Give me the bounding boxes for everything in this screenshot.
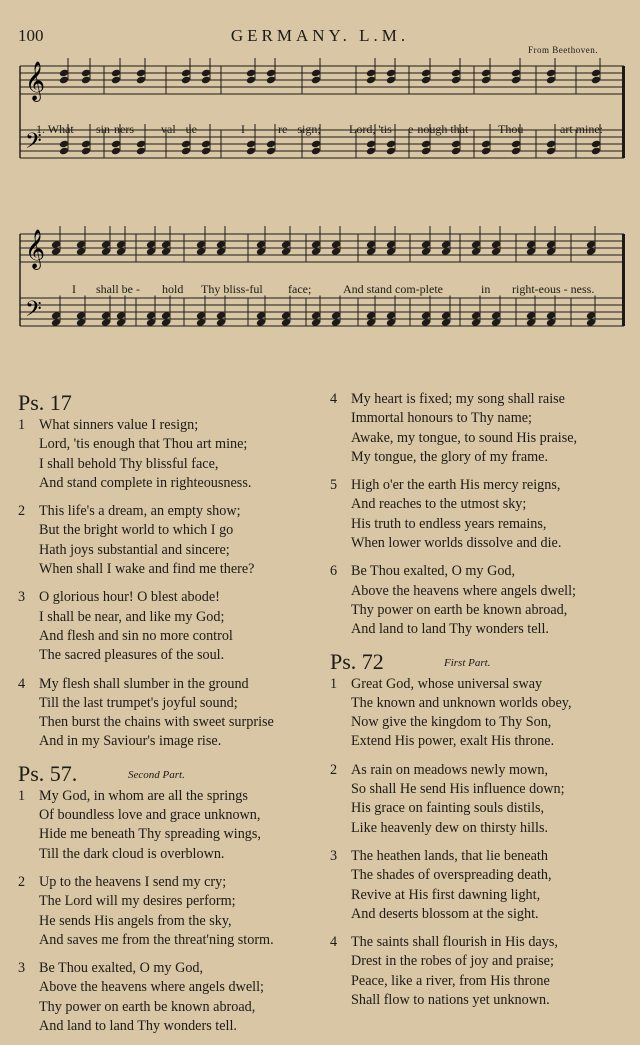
treble-clef-icon: 𝄞 — [25, 61, 46, 101]
stanza — [18, 416, 318, 493]
lyrics-line-2 — [16, 282, 628, 298]
lyric-syllable: Thou — [498, 122, 524, 136]
psalm-heading — [18, 390, 318, 414]
final-barline — [622, 66, 625, 158]
stanza-number: 6 — [330, 563, 338, 580]
lyric-syllable: hold — [162, 282, 184, 296]
hymn-text-right-column — [330, 390, 630, 1019]
psalm-part-label: First Part. — [444, 656, 491, 669]
stanza-line-text: Great God, whose universal sway — [351, 675, 543, 692]
stanza-line — [18, 588, 318, 607]
lyric-syllable: I — [241, 122, 245, 136]
stanza-line — [18, 787, 318, 806]
tune-title: GERMANY. L.M. — [230, 26, 410, 45]
stanza-line-text: Revive at His first dawning light, — [351, 886, 541, 903]
stanza-line-text: And land to land Thy wonders tell. — [39, 1018, 237, 1035]
stanza-line — [18, 455, 318, 474]
psalm-heading — [330, 649, 630, 673]
stanza-line — [18, 608, 318, 627]
stanza-line-text: The saints shall flourish in His days, — [351, 934, 558, 951]
stanza-line-text: Be Thou exalted, O my God, — [39, 960, 204, 977]
stanza-line — [330, 495, 630, 514]
stanza-line-text: My heart is fixed; my song shall raise — [351, 391, 565, 407]
stanza-line-text: Immortal honours to Thy name; — [351, 410, 532, 427]
lyric-syllable: face; — [288, 282, 312, 296]
psalm-number: Ps. 17 — [18, 390, 72, 415]
stanza-line-text: Of boundless love and grace unknown, — [39, 807, 261, 824]
stanza — [330, 476, 630, 553]
stanza-line — [18, 694, 318, 713]
stanza-line — [18, 732, 318, 751]
stanza-line-text: The sacred pleasures of the soul. — [39, 647, 225, 664]
hymn-text-left-column — [18, 390, 318, 1045]
stanza-line-text: The known and unknown worlds obey, — [351, 694, 572, 711]
stanza-line-text: And deserts blossom at the sight. — [351, 905, 539, 922]
lyric-syllable: art mine: — [560, 122, 603, 136]
stanza-line-text: My tongue, the glory of my frame. — [351, 448, 549, 465]
stanza-line — [330, 991, 630, 1010]
stanza-line-text: Awake, my tongue, to sound His praise, — [351, 429, 578, 446]
stanza-line — [330, 799, 630, 818]
stanza-line — [330, 866, 630, 885]
stanza-line-text: Till the last trumpet's joyful sound; — [39, 694, 238, 711]
stanza-line-text: What sinners value I resign; — [39, 417, 199, 433]
stanza-line — [330, 952, 630, 971]
stanza-line — [330, 476, 630, 495]
stanza-number: 1 — [18, 417, 26, 433]
stanza-line-text: And in my Saviour's image rise. — [39, 733, 222, 750]
stanza-line — [330, 694, 630, 713]
stanza-line — [330, 732, 630, 751]
stanza-line-text: His truth to endless years remains, — [351, 515, 547, 532]
stanza-line — [330, 713, 630, 732]
lyric-syllable: Thy bliss-ful — [201, 282, 263, 296]
stanza-line — [330, 819, 630, 838]
stanza-line-text: And land to land Thy wonders tell. — [351, 621, 549, 638]
stanza-line — [330, 972, 630, 991]
stanza-line — [18, 959, 318, 978]
stanza-line-text: O glorious hour! O blest abode! — [39, 589, 220, 606]
stanza-line — [330, 905, 630, 924]
lyric-syllable: Lord, 'tis — [349, 122, 392, 136]
stanza-line-text: High o'er the earth His mercy reigns, — [351, 477, 561, 494]
stanza-line-text: My God, in whom are all the springs — [39, 787, 248, 804]
stanza-line-text: When lower worlds dissolve and die. — [351, 535, 562, 552]
stanza-line — [18, 912, 318, 931]
stanza-line — [18, 825, 318, 844]
stanza-line-text: I shall be near, and like my God; — [39, 608, 225, 625]
stanza-line-text: The shades of overspreading death, — [351, 867, 552, 884]
stanza-line-text: This life's a dream, an empty show; — [39, 503, 241, 520]
stanza-line-text: He sends His angels from the sky, — [39, 912, 232, 929]
stanza-line — [18, 502, 318, 521]
bass-clef-icon: 𝄢 — [25, 129, 42, 159]
stanza-line-text: The Lord will my desires perform; — [39, 893, 236, 910]
stanza-number: 2 — [18, 503, 26, 520]
lyric-syllable: in — [481, 282, 491, 296]
stanza-line-text: Lord, 'tis enough that Thou art mine; — [39, 436, 248, 453]
stanza-line — [330, 390, 630, 409]
stanza-line — [330, 534, 630, 553]
stanza-line-text: Above the heavens where angels dwell; — [351, 582, 576, 599]
stanza-line — [330, 933, 630, 952]
stanza-line-text: When shall I wake and find me there? — [39, 561, 255, 578]
tune-attribution: From Beethoven. — [528, 45, 598, 55]
stanza-line — [18, 675, 318, 694]
bass-clef-icon: 𝄢 — [25, 297, 42, 327]
stanza — [330, 761, 630, 838]
stanza — [18, 787, 318, 864]
stanza-line — [18, 627, 318, 646]
stanza-line-text: Hath joys substantial and sincere; — [39, 541, 230, 558]
stanza-line — [18, 873, 318, 892]
stanza-line — [330, 448, 630, 467]
stanza-line — [18, 474, 318, 493]
psalm-heading — [18, 761, 318, 785]
stanza — [18, 675, 318, 752]
stanza-line — [330, 409, 630, 428]
stanza — [330, 933, 630, 1010]
stanza-line — [330, 582, 630, 601]
stanza-number: 3 — [330, 847, 338, 864]
stanza-line-text: Then burst the chains with sweet surprise — [39, 714, 274, 731]
stanza-line — [18, 845, 318, 864]
stanza-line — [18, 541, 318, 560]
psalm-part-label: Second Part. — [128, 768, 185, 781]
stanza — [18, 502, 318, 579]
stanza — [330, 562, 630, 639]
stanza-line-text: Be Thou exalted, O my God, — [351, 563, 516, 580]
lyric-syllable: And stand com-plete — [343, 282, 443, 296]
lyric-syllable: 1. What — [36, 122, 74, 136]
stanza-number: 2 — [18, 873, 26, 890]
page-number: 100 — [18, 26, 44, 45]
stanza-number: 1 — [18, 787, 26, 804]
stanza — [330, 675, 630, 752]
stanza-line — [18, 560, 318, 579]
lyric-syllable: sin-ners — [96, 122, 134, 136]
lyric-syllable: right-eous - ness. — [512, 282, 595, 296]
stanza-line — [18, 978, 318, 997]
stanza-line-text: My flesh shall slumber in the ground — [39, 675, 249, 692]
stanza-line — [18, 435, 318, 454]
stanza-line — [330, 601, 630, 620]
stanza-number: 3 — [18, 960, 26, 977]
stanza-line-text: And flesh and sin no more control — [39, 627, 233, 644]
stanza-line-text: Till the dark cloud is overblown. — [39, 845, 225, 862]
final-barline — [622, 234, 625, 326]
stanza-line-text: Now give the kingdom to Thy Son, — [351, 714, 552, 731]
stanza-line — [18, 998, 318, 1017]
stanza-line — [18, 892, 318, 911]
lyrics-line-1 — [16, 122, 628, 138]
stanza-line-text: I shall behold Thy blissful face, — [39, 455, 219, 472]
stanza — [18, 588, 318, 665]
stanza-line — [330, 675, 630, 694]
stanza-line-text: Extend His power, exalt His throne. — [351, 733, 555, 750]
lyric-syllable: re - sign; — [278, 122, 321, 136]
stanza-line — [18, 521, 318, 540]
stanza-line — [330, 780, 630, 799]
stanza-line-text: Above the heavens where angels dwell; — [39, 979, 264, 996]
stanza-line — [18, 931, 318, 950]
stanza-line — [330, 429, 630, 448]
stanza-line-text: The heathen lands, that lie beneath — [351, 847, 548, 864]
stanza-line — [18, 806, 318, 825]
stanza-number: 1 — [330, 675, 338, 692]
stanza-line-text: Thy power on earth be known abroad, — [351, 601, 568, 618]
stanza-line-text: Peace, like a river, from His throne — [351, 972, 550, 989]
lyric-syllable: I — [72, 282, 76, 296]
stanza-line — [18, 1017, 318, 1036]
stanza-line-text: But the bright world to which I go — [39, 522, 234, 539]
lyric-syllable: e-nough that — [408, 122, 469, 136]
stanza-line — [330, 847, 630, 866]
lyric-syllable: shall be - — [96, 282, 140, 296]
stanza-line-text: Up to the heavens I send my cry; — [39, 873, 227, 890]
stanza-line-text: And stand complete in righteousness. — [39, 474, 252, 491]
stanza-number: 3 — [18, 589, 26, 606]
stanza-line — [18, 416, 318, 435]
stanza-line-text: His grace on fainting souls distils, — [351, 800, 545, 817]
stanza-line — [330, 515, 630, 534]
stanza — [18, 873, 318, 950]
stanza-line — [330, 761, 630, 780]
stanza-line-text: Shall flow to nations yet unknown. — [351, 992, 550, 1009]
stanza-line-text: So shall He send His influence down; — [351, 781, 565, 798]
stanza-line — [18, 713, 318, 732]
stanza-line-text: Drest in the robes of joy and praise; — [351, 953, 554, 970]
stanza-number: 5 — [330, 477, 338, 494]
stanza — [330, 390, 630, 467]
stanza-line-text: As rain on meadows newly mown, — [351, 761, 549, 778]
stanza-line-text: Thy power on earth be known abroad, — [39, 998, 256, 1015]
stanza-number: 4 — [330, 391, 338, 407]
psalm-number: Ps. 57. — [18, 760, 78, 786]
stanza-line — [330, 620, 630, 639]
lyric-syllable: val - ue — [161, 122, 197, 136]
stanza-line — [18, 646, 318, 665]
stanza-number: 4 — [18, 675, 26, 692]
stanza-line-text: And reaches to the utmost sky; — [351, 496, 527, 513]
stanza — [330, 847, 630, 924]
stanza-line-text: And saves me from the threat'ning storm. — [39, 931, 274, 948]
stanza-number: 2 — [330, 761, 338, 778]
stanza-line-text: Hide me beneath Thy spreading wings, — [39, 826, 261, 843]
psalm-number: Ps. 72 — [330, 648, 384, 674]
stanza-line — [330, 562, 630, 581]
stanza-number: 4 — [330, 934, 338, 951]
stanza-line-text: Like heavenly dew on thirsty hills. — [351, 819, 549, 836]
stanza-line — [330, 886, 630, 905]
treble-clef-icon: 𝄞 — [25, 229, 46, 269]
